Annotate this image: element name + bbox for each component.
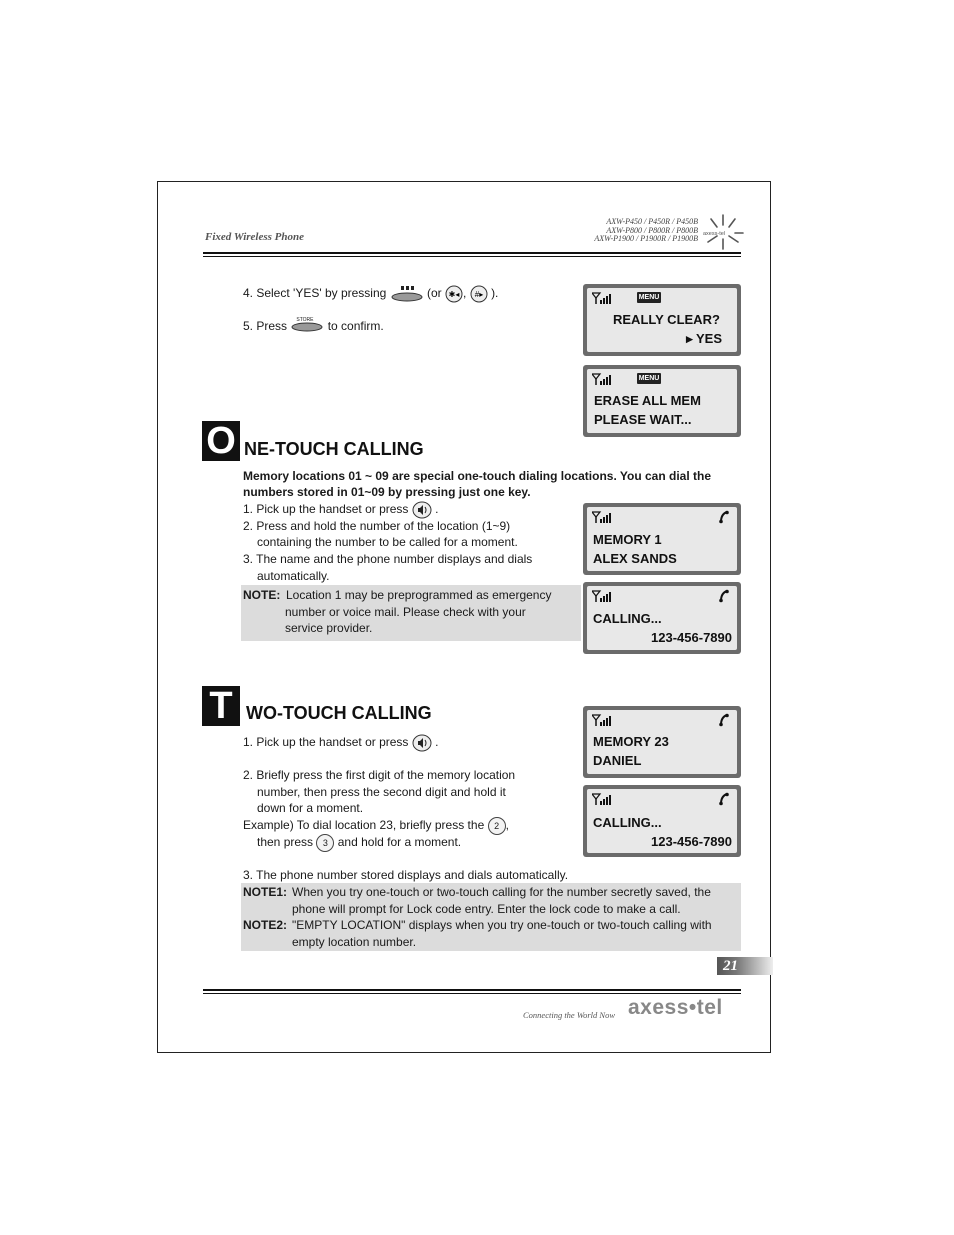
lcd-calling-2 — [583, 785, 741, 857]
signal-icon — [592, 714, 612, 726]
one-touch-note-label: NOTE: — [243, 588, 281, 602]
lcd-line-2: DANIEL — [593, 753, 642, 768]
note2-line-2: empty location number. — [292, 935, 417, 949]
store-key — [290, 316, 324, 334]
two-touch-example-1: Example) To dial location 23, briefly press the 2 , — [243, 817, 509, 835]
lcd-line-2: 123-456-7890 — [651, 834, 732, 849]
two-touch-example-2: then press 3 and hold for a moment. — [257, 834, 461, 852]
handset-icon — [717, 589, 731, 603]
one-touch-intro-2: numbers stored in 01~09 by pressing just one key. — [243, 485, 531, 499]
lcd-memory-1 — [583, 503, 741, 575]
key-2-icon: 2 — [488, 817, 506, 835]
handset-icon — [717, 713, 731, 727]
lcd-erase-all — [583, 365, 741, 437]
two-touch-step-2a: 2. Briefly press the first digit of the memory location — [243, 768, 516, 782]
two-touch-step-1: 1. Pick up the handset or press . — [243, 734, 438, 752]
section-initial-t: T — [202, 686, 240, 726]
header-rule — [203, 252, 741, 254]
signal-icon — [592, 511, 612, 523]
one-touch-note-2: number or voice mail. Please check with your — [285, 605, 526, 619]
key-3-icon: 3 — [316, 834, 334, 852]
lcd-line-2: ALEX SANDS — [593, 551, 677, 566]
step-5: 5. Press STORE to confirm. — [243, 318, 384, 335]
menu-indicator: MENU — [638, 375, 660, 382]
one-touch-note-1: Location 1 may be preprogrammed as emergency — [286, 588, 552, 602]
lcd-line-1: MEMORY 23 — [593, 734, 669, 749]
two-touch-step-2b: number, then press the second digit and hold it — [257, 785, 506, 799]
footer-rule-thin — [203, 993, 741, 994]
lcd-memory-23 — [583, 706, 741, 778]
model-line-2: AXW-P800 / P800R / P800B — [606, 225, 698, 235]
note1-label: NOTE1: — [243, 885, 288, 899]
one-touch-step-2a: 2. Press and hold the number of the location (1~9) — [243, 519, 511, 533]
handset-icon — [717, 792, 731, 806]
footer-rule — [203, 989, 741, 991]
two-touch-heading: WO-TOUCH CALLING — [246, 703, 432, 723]
section-initial-o: O — [202, 421, 240, 461]
one-touch-step-2b: containing the number to be called for a moment. — [257, 535, 518, 549]
speaker-key-icon — [412, 501, 432, 519]
left-nav-key-icon — [445, 285, 463, 303]
menu-soft-key-icon — [390, 285, 424, 303]
lcd-line-1: CALLING... — [593, 611, 662, 626]
one-touch-step-3b: automatically. — [257, 569, 330, 583]
one-touch-step-3a: 3. The name and the phone number displays and dials — [243, 552, 533, 566]
two-touch-step-3: 3. The phone number stored displays and dials automatically. — [243, 868, 569, 882]
lcd-line-2: 123-456-7890 — [651, 630, 732, 645]
lcd-line-2: ▸ YES — [686, 331, 722, 346]
svg-text:#▸: #▸ — [474, 290, 483, 299]
note1-line-1: When you try one-touch or two-touch calling for the number secretly saved, the — [292, 885, 711, 899]
lcd-line-1: REALLY CLEAR? — [613, 312, 720, 327]
lcd-line-1: ERASE ALL MEM — [594, 393, 701, 408]
footer-tagline: Connecting the World Now — [523, 1010, 616, 1020]
lcd-line-1: MEMORY 1 — [593, 532, 662, 547]
lcd-calling-1 — [583, 582, 741, 654]
signal-icon — [592, 292, 612, 304]
speaker-key-icon — [412, 734, 432, 752]
note2-label: NOTE2: — [243, 918, 288, 932]
page-number-tab — [717, 957, 773, 975]
axesstel-star-logo — [702, 212, 744, 252]
lcd-line-2: PLEASE WAIT... — [594, 412, 692, 427]
menu-indicator: MENU — [638, 294, 660, 301]
model-line-1: AXW-P450 / P450R / P450B — [606, 217, 698, 226]
signal-icon — [592, 793, 612, 805]
footer-logo: axess•tel — [628, 996, 723, 1019]
store-key-label: STORE — [296, 316, 314, 323]
lcd-really-clear — [583, 284, 741, 356]
page-number: 21 — [723, 958, 738, 974]
step-4: 4. Select 'YES' by pressing (or ✱◂ , #▸ ). — [243, 285, 498, 303]
header-product: Fixed Wireless Phone — [205, 231, 305, 243]
note1-line-2: phone will prompt for Lock code entry. Enter the lock code to make a call. — [292, 902, 681, 916]
one-touch-intro-1: Memory locations 01 ~ 09 are special one-touch dialing locations. You can dial the — [243, 469, 712, 483]
note2-line-1: "EMPTY LOCATION" displays when you try one-touch or two-touch calling with — [292, 918, 712, 932]
store-key-icon — [290, 322, 324, 332]
lcd-line-1: CALLING... — [593, 815, 662, 830]
one-touch-step-1: 1. Pick up the handset or press . — [243, 501, 438, 519]
signal-icon — [592, 590, 612, 602]
header-models — [560, 218, 698, 244]
one-touch-note-3: service provider. — [285, 621, 373, 635]
model-line-3: AXW-P1900 / P1900R / P1900B — [594, 234, 698, 243]
header-rule-thin — [203, 256, 741, 257]
svg-text:✱◂: ✱◂ — [448, 290, 460, 299]
one-touch-heading: NE-TOUCH CALLING — [244, 439, 424, 459]
handset-icon — [717, 510, 731, 524]
two-touch-step-2c: down for a moment. — [257, 801, 364, 815]
right-nav-key-icon — [470, 285, 488, 303]
logo-small-text: axess-tel — [703, 231, 726, 237]
signal-icon — [592, 373, 612, 385]
